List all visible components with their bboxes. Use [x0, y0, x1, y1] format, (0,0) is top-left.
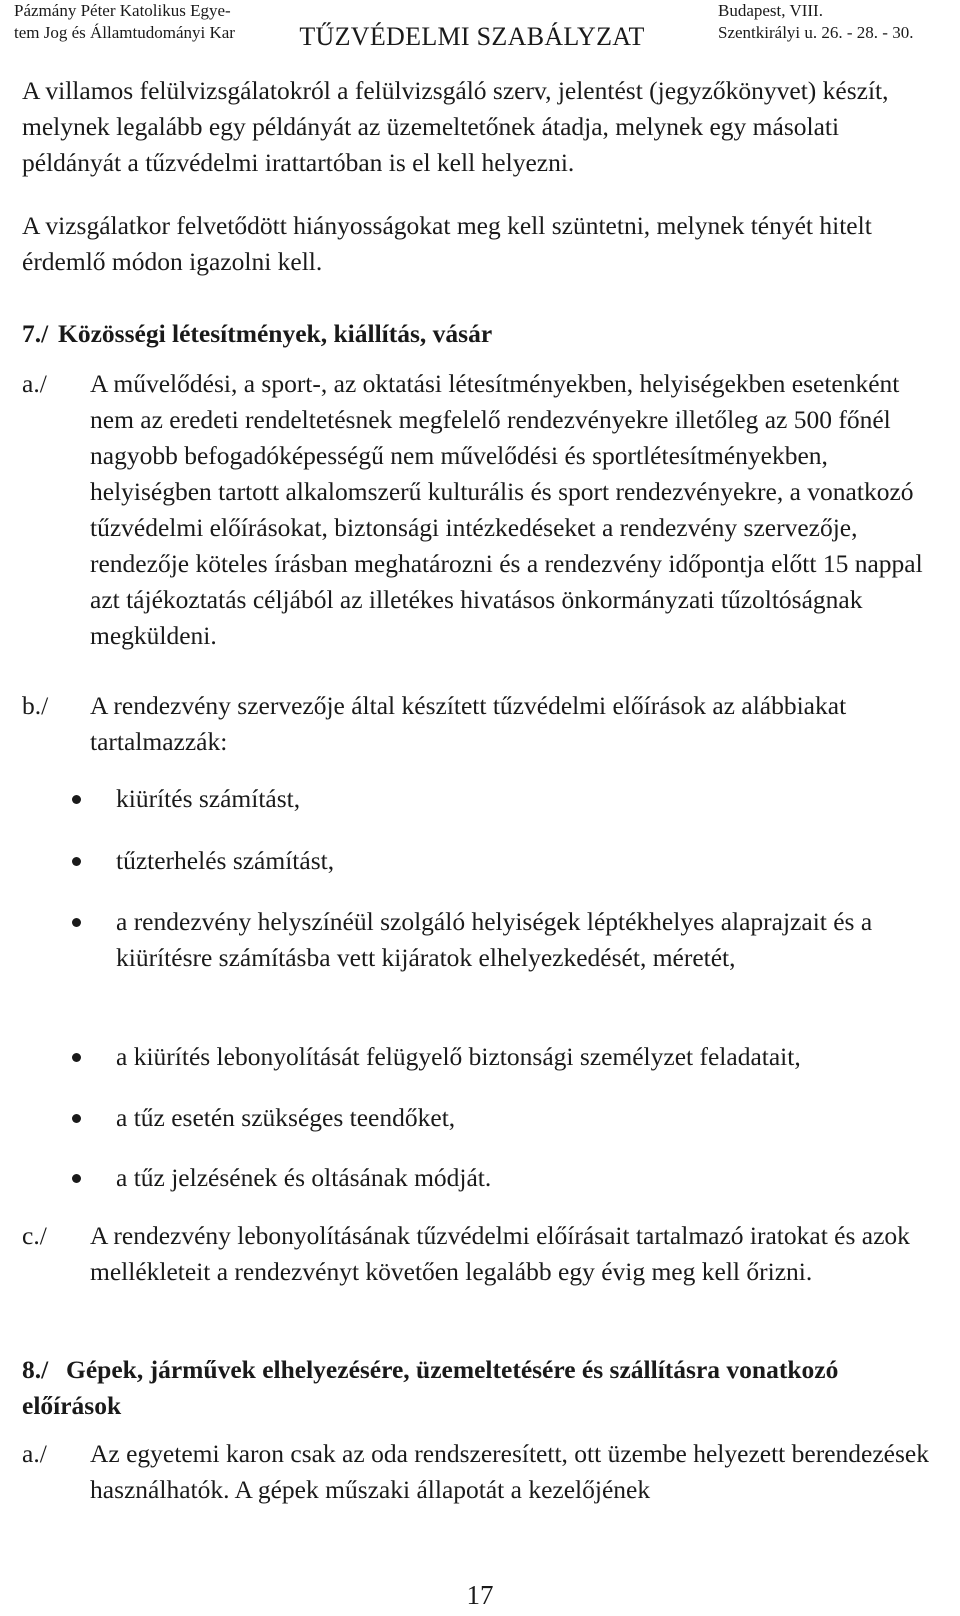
bullet-text: tűzterhelés számítást,: [116, 846, 335, 875]
section-7-item-a: [22, 366, 940, 654]
bullet-text: a tűz jelzésének és oltásának módját.: [116, 1163, 492, 1192]
section-7-title: Közösségi létesítmények, kiállítás, vásár: [58, 319, 493, 348]
section-7-number: 7./: [22, 319, 49, 348]
bullet-icon: [72, 1114, 81, 1123]
paragraph-villamos: A villamos felülvizsgálatokról a felülvizsgáló szerv, jelentést (jegyzőkönyvet) készít, melynek legalább egy példányát az üzemeltetőnek átadja, melynek egy másolati példányát a tűzvédelmi irattartóban is el kell helyezni.: [22, 76, 889, 177]
section-8-title: Gépek, járművek elhelyezésére, üzemeltetésére és szállításra vonatkozó előírások: [22, 1355, 839, 1420]
header-address-line2: Szentkirályi u. 26. - 28. - 30.: [718, 23, 914, 42]
item-label: a./: [22, 1439, 47, 1468]
section-7-item-c: [22, 1218, 940, 1290]
paragraph-vizsgalat: A vizsgálatkor felvetődött hiányosságokat meg kell szüntetni, melynek tényét hitelt érdemlő módon igazolni kell.: [22, 211, 872, 276]
bullet-icon: [72, 1053, 81, 1062]
section-8-number: 8./: [22, 1355, 49, 1384]
item-label: c./: [22, 1221, 47, 1250]
header-institution-line1: Pázmány Péter Katolikus Egye-: [14, 1, 231, 20]
bullet-text: a tűz esetén szükséges teendőket,: [116, 1103, 456, 1132]
header-address-line1: Budapest, VIII.: [718, 1, 823, 20]
bullet-icon: [72, 795, 81, 804]
bullet-icon: [72, 1174, 81, 1183]
bullet-text: a kiürítés lebonyolítását felügyelő biztonsági személyzet feladatait,: [116, 1042, 801, 1071]
item-label: b./: [22, 691, 49, 720]
bullet-text: kiürítés számítást,: [116, 784, 301, 813]
bullet-item: [72, 843, 940, 879]
bullet-icon: [72, 918, 81, 927]
header-address: [718, 0, 913, 44]
header-institution-line2: tem Jog és Államtudományi Kar: [14, 23, 235, 42]
document-title: TŰZVÉDELMI SZABÁLYZAT: [299, 22, 645, 51]
bullet-item: [72, 781, 940, 817]
section-7-item-b: [22, 688, 940, 760]
item-text: A művelődési, a sport-, az oktatási létesítményekben, helyiségekben esetenként nem az eredeti rendeltetésnek megfelelő rendezvényekre illetőleg az 500 főnél nagyobb befogadóképességű nem művelődési és sportlétesítményekben, helyiségben tartott alkalomszerű kulturális és sport rendezvényekre, a vonatkozó tűzvédelmi előírásokat, biztonsági intézkedéseket a rendezvény szervezője, rendezője köteles írásban meghatározni és a rendezvény időpontja előtt 15 nappal azt tájékoztatás céljából az illetékes hivatásos önkormányzati tűzoltóságnak megküldeni.: [90, 369, 923, 650]
bullet-item: [72, 904, 940, 976]
section-8-item-a: [22, 1436, 940, 1508]
header-institution: [14, 0, 235, 44]
item-text: Az egyetemi karon csak az oda rendszeresített, ott üzembe helyezett berendezések használhatók. A gépek műszaki állapotát a kezelőjének: [90, 1439, 929, 1504]
bullet-item: [72, 1100, 940, 1136]
page-number: 17: [466, 1580, 494, 1610]
item-text: A rendezvény szervezője által készített tűzvédelmi előírások az alábbiakat tartalmazzák:: [90, 691, 847, 756]
item-text: A rendezvény lebonyolításának tűzvédelmi előírásait tartalmazó iratokat és azok mellékleteit a rendezvényt követően legalább egy évig meg kell őrizni.: [90, 1221, 910, 1286]
bullet-item: [72, 1039, 940, 1075]
bullet-icon: [72, 857, 81, 866]
bullet-text: a rendezvény helyszínéül szolgáló helyiségek léptékhelyes alaprajzait és a kiürítésre számításba vett kijáratok elhelyezkedését, méretét,: [116, 907, 873, 972]
item-label: a./: [22, 369, 47, 398]
bullet-item: [72, 1160, 940, 1196]
